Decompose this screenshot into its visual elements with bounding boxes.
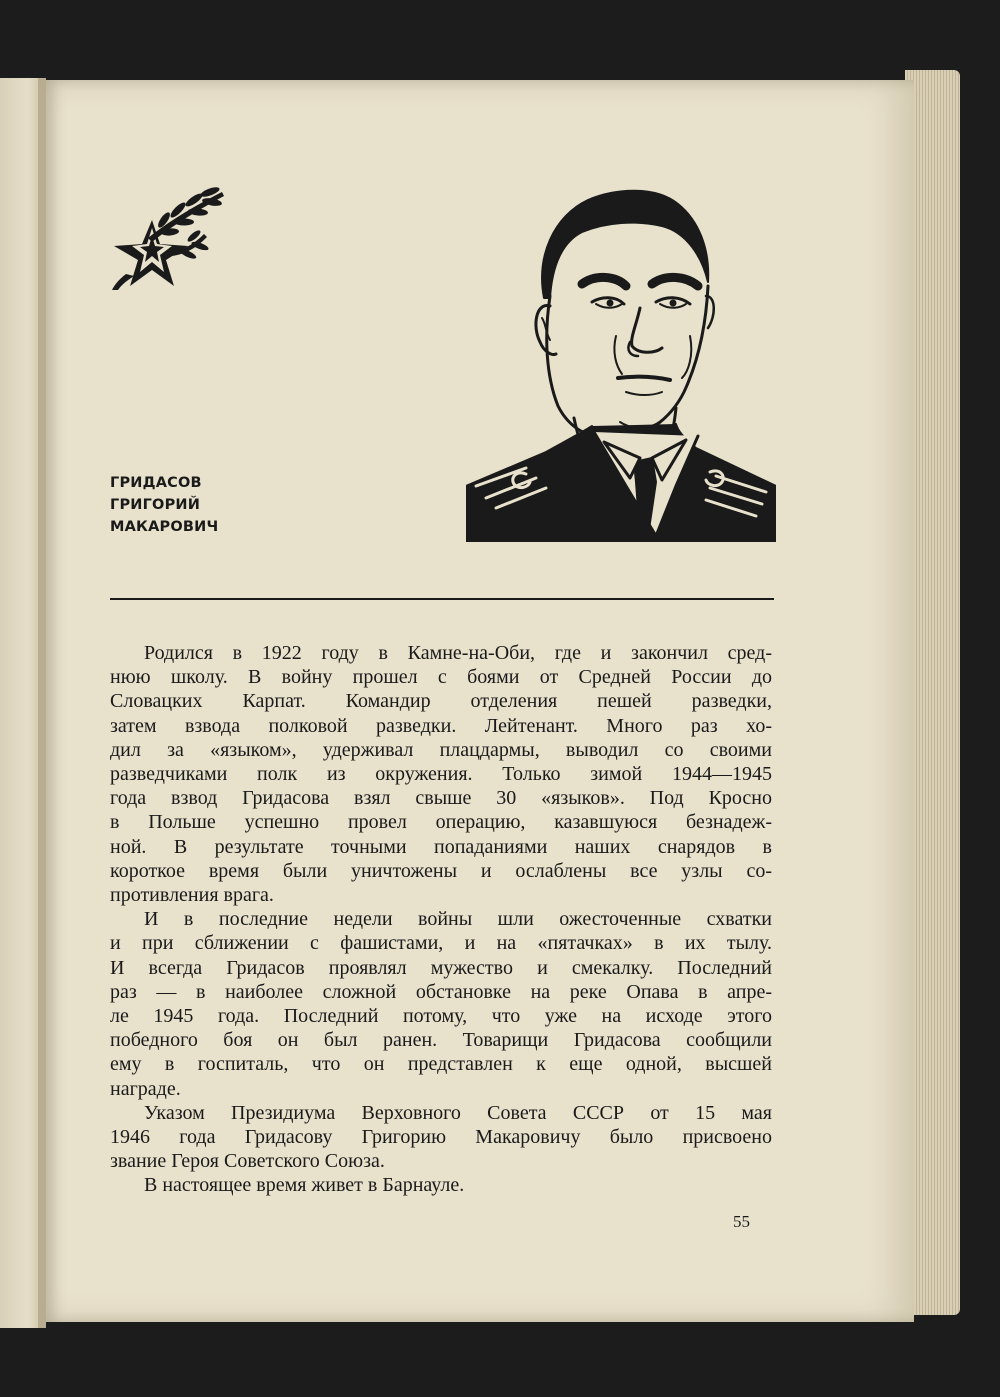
hero-first-name: ГРИГОРИЙ [110,497,201,513]
text-line: дил за «языком», удерживал плацдармы, выводил со своими [110,738,772,761]
paragraph-2 [110,907,772,1101]
hero-patronymic: МАКАРОВИЧ [110,519,219,535]
hero-name-block [110,472,218,538]
paragraph-4 [110,1173,772,1197]
text-line: звание Героя Советского Союза. [110,1150,385,1173]
text-line: года взвод Гридасова взял свыше 30 «языков». Под Кросно [110,787,772,810]
text-line: затем взвода полковой разведки. Лейтенант. Много раз хо- [110,714,772,737]
text-line: ему в госпиталь, что он представлен к еще одной, высшей [110,1053,772,1076]
text-line: награде. [110,1077,181,1100]
text-line: нюю школу. В войну прошел с боями от Средней России до [110,666,772,689]
text-line: ле 1945 года. Последний потому, что уже на исходе этого [110,1005,772,1028]
text-line: короткое время были уничтожены и ослаблены все узлы со- [110,859,772,882]
text-line: И в последние недели войны шли ожесточенные схватки [144,908,772,931]
section-divider [110,598,774,600]
text-line: победного боя он был ранен. Товарищи Гридасова сообщили [110,1029,772,1052]
text-line: Родился в 1922 году в Камне-на-Оби, где и закончил сред- [144,642,772,664]
page-number: 55 [733,1212,750,1231]
book-gutter [38,78,46,1328]
text-line: раз — в наиболее сложной обстановке на реке Опава в апре- [110,980,772,1003]
text-line: разведчиками полк из окружения. Только зимой 1944—1945 [110,763,772,786]
text-line: 1946 года Гридасову Григорию Макаровичу было присвоено [110,1126,772,1149]
text-line: В настоящее время живет в Барнауле. [144,1174,465,1197]
text-line: в Польше успешно провел операцию, казавшуюся безнадеж- [110,811,772,834]
hero-surname: ГРИДАСОВ [110,475,202,491]
paragraph-3 [110,1101,772,1174]
star-with-laurel-icon [108,186,228,290]
text-line: И всегда Гридасов проявлял мужество и смекалку. Последний [110,956,772,979]
biography-text [110,641,772,1198]
text-line: Указом Президиума Верховного Совета СССР от 15 мая [144,1101,772,1124]
text-line: ной. В результате точными попаданиями наших снарядов в [110,835,772,858]
text-line: и при сближении с фашистами, и на «пятачках» в их тылу. [110,932,772,955]
paragraph-1 [110,641,772,907]
officer-portrait-icon [466,186,776,542]
text-line: Словацких Карпат. Командир отделения пешей разведки, [110,690,772,713]
text-line: противления врага. [110,884,274,907]
